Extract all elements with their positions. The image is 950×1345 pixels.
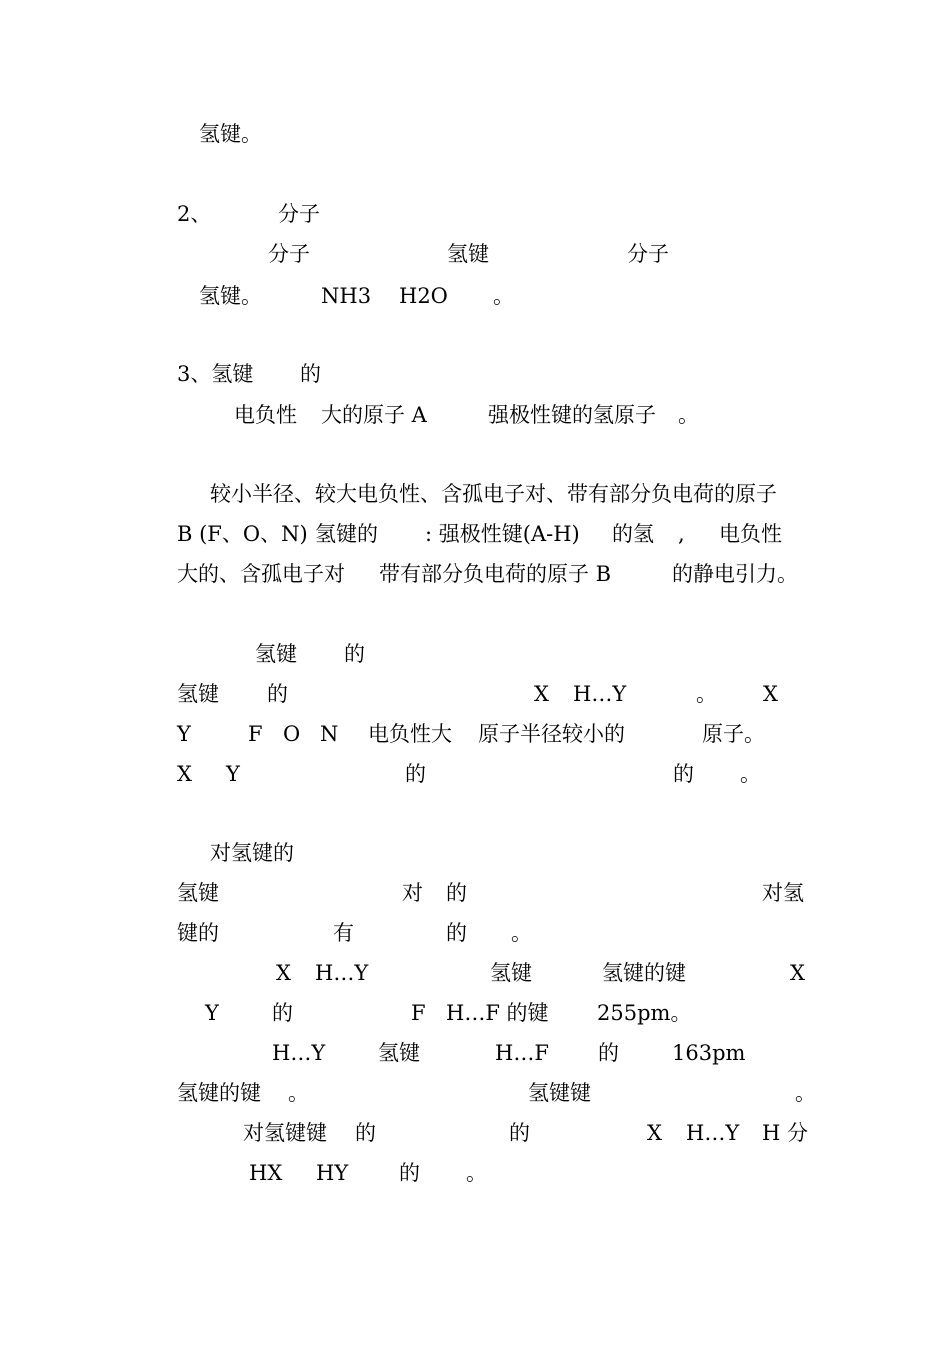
text-fragment: 的 [446,881,467,905]
formula: X [177,762,192,786]
formula: HX [249,1161,283,1185]
text-fragment: 。 [696,682,717,706]
text-fragment: 氢键 [447,242,489,266]
text-fragment: 。 [466,1161,487,1185]
section-number: 2、 [177,202,212,226]
formula: X [647,1121,662,1145]
text-fragment: 的 [509,1121,530,1145]
text-fragment: 键的 [177,921,219,945]
text-fragment: 电负性大 [368,722,452,746]
formula: NH3 [321,284,372,308]
text-fragment: 带有部分负电荷的原子 B [379,562,612,586]
formula: H…F [495,1041,549,1065]
text-fragment: 氢键。 [199,122,262,146]
text-fragment: 的 [405,762,426,786]
text-fragment: 。 [795,1081,816,1105]
text-fragment: 大的、含孤电子对 [177,562,345,586]
text-fragment: 的 [446,921,467,945]
formula: Y [205,1001,219,1025]
formula: Y [226,762,240,786]
section-heading: 对氢键的 [210,841,294,865]
text-fragment: 原子。 [702,722,765,746]
formula: F [248,722,263,746]
text-fragment: 氢键 [177,881,219,905]
formula: H 分 [762,1121,808,1145]
text-fragment: 氢键 [490,961,532,985]
text-fragment: 的 [598,1041,619,1065]
formula: X [534,682,549,706]
text-fragment: B (F、O、N) [177,522,308,546]
text-fragment: 氢键 [177,682,219,706]
text-fragment: 氢键。 [199,284,262,308]
text-fragment: 对氢键键 [243,1121,327,1145]
formula: H2O [399,284,448,308]
formula: X [276,961,291,985]
text-fragment: 氢键的键 [602,961,686,985]
text-fragment: 。 [740,762,761,786]
text-fragment: 的氢 [612,522,654,546]
formula: H…Y [272,1041,326,1065]
formula: N [320,722,339,746]
formula: 163pm [672,1041,746,1065]
text-fragment: : 强极性键(A-H) [425,522,580,546]
text-fragment: 。 [678,403,699,427]
section-heading: 3、氢键 [177,362,254,386]
text-fragment: 。 [493,284,514,308]
text-fragment: 的 [355,1121,376,1145]
section-heading: 氢键 [255,642,297,666]
formula: 255pm。 [597,1001,692,1025]
section-heading: 分子 [278,202,320,226]
text-fragment: 大的原子 A [321,403,427,427]
text-fragment: 电负性 [234,403,297,427]
text-fragment: 。 [511,921,532,945]
text-fragment: 对氢 [762,881,804,905]
text-fragment: 分子 [627,242,669,266]
formula: H…Y [315,961,369,985]
text-fragment: 分子 [268,242,310,266]
text-fragment: 电负性 [719,522,782,546]
text-fragment: , [678,522,685,546]
text-fragment: 的 [272,1001,293,1025]
formula: H…Y [686,1121,740,1145]
text-fragment: 。 [288,1081,309,1105]
formula: HY [316,1161,349,1185]
formula: H…F 的键 [446,1001,549,1025]
text-fragment: 强极性键的氢原子 [488,403,656,427]
text-fragment: 对 [402,881,423,905]
text-fragment: 的 [673,762,694,786]
formula: F [411,1001,426,1025]
text-fragment: 较小半径、较大电负性、含孤电子对、带有部分负电荷的原子 [210,482,777,506]
text-fragment: 的 [267,682,288,706]
text-fragment: 有 [333,921,354,945]
text-fragment: 氢键 [378,1041,420,1065]
text-fragment: 氢键的 [315,522,378,546]
formula: X [763,682,778,706]
text-fragment: 的静电引力。 [672,562,798,586]
text-fragment: 氢键键 [528,1081,591,1105]
formula: O [283,722,301,746]
formula: H…Y [573,682,627,706]
formula: Y [177,722,191,746]
text-fragment: 的 [399,1161,420,1185]
section-heading: 的 [300,362,321,386]
section-heading: 的 [344,642,365,666]
text-fragment: 氢键的键 [177,1081,261,1105]
text-fragment: 原子半径较小的 [478,722,625,746]
formula: X [790,961,805,985]
